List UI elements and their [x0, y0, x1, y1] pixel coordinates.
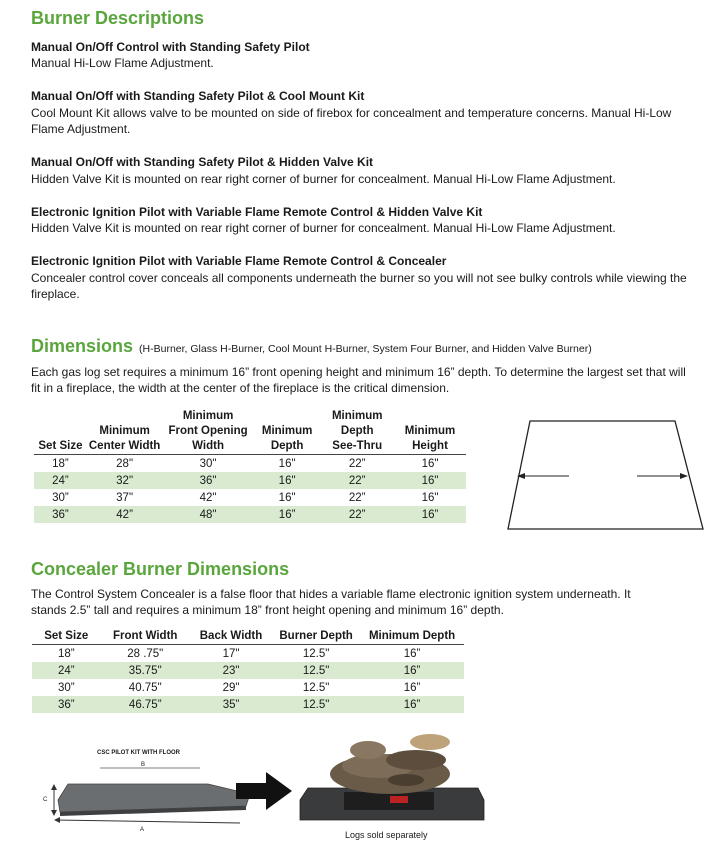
- dimensions-table-header: [34, 409, 466, 455]
- concealer-table: [32, 629, 464, 713]
- table-cell: 12.5": [302, 681, 330, 694]
- dim-col-depth: Minimum Depth: [254, 409, 321, 455]
- con-col-burner-depth: Burner Depth: [272, 629, 360, 645]
- table-cell: 23": [190, 662, 272, 679]
- table-cell: 22”: [320, 472, 394, 489]
- table-cell: 28 .75": [127, 647, 164, 660]
- table-cell: 16": [421, 457, 439, 470]
- table-cell: 16”: [254, 506, 321, 523]
- table-cell: 24”: [32, 662, 101, 679]
- burner-with-logs-illustration: [298, 728, 488, 826]
- burner-item-2-title: Manual On/Off with Standing Safety Pilot & Cool Mount Kit: [31, 89, 365, 103]
- table-cell: 16": [278, 491, 296, 504]
- con-col-back-width: Back Width: [190, 629, 272, 645]
- table-row: [32, 696, 464, 713]
- table-cell: 36": [162, 472, 254, 489]
- table-cell: 12.5": [272, 696, 360, 713]
- table-cell: 17": [222, 647, 240, 660]
- table-cell: 22”: [348, 457, 366, 470]
- arrow-right-icon: [236, 772, 292, 810]
- fireplace-width-diagram: [505, 418, 705, 532]
- con-col-min-depth: Minimum Depth: [360, 629, 464, 645]
- burner-item-1-title: Manual On/Off Control with Standing Safety Pilot: [31, 40, 310, 54]
- dimensions-heading-row: [31, 336, 592, 357]
- dim-col-center-width: Minimum Center Width: [87, 409, 162, 455]
- burner-descriptions-heading: Burner Descriptions: [31, 8, 205, 28]
- table-cell: 16": [278, 457, 296, 470]
- table-cell: 16”: [403, 681, 421, 694]
- logs-caption: Logs sold separately: [345, 830, 428, 840]
- kit-label: CSC PILOT KIT WITH FLOOR: [97, 750, 180, 756]
- table-cell: 42”: [87, 506, 162, 523]
- table-cell: 30”: [57, 681, 75, 694]
- burner-item-5-title: Electronic Ignition Pilot with Variable Flame Remote Control & Concealer: [31, 254, 447, 268]
- table-cell: 29": [222, 681, 240, 694]
- burner-item-5-text: Concealer control cover conceals all components underneath the burner so you will not see bulky controls while viewing the fireplace.: [31, 271, 687, 301]
- table-cell: 48": [162, 506, 254, 523]
- table-cell: 30": [199, 457, 217, 470]
- table-cell: 24”: [34, 472, 87, 489]
- burner-item-1-text: Manual Hi-Low Flame Adjustment.: [31, 56, 214, 70]
- table-cell: 36”: [32, 696, 101, 713]
- table-cell: 16”: [360, 696, 464, 713]
- table-cell: 30”: [52, 491, 69, 504]
- table-cell: 42": [199, 491, 217, 504]
- concealer-intro: The Control System Concealer is a false floor that hides a variable flame electronic ignition system underneath. It stands 2.5” tall and requires a minimum 18” front height opening and minimum 16” depth.: [31, 587, 631, 617]
- dimensions-intro: Each gas log set requires a minimum 16” front opening height and minimum 16” depth. To determine the largest set that will fit in a fireplace, the width at the center of the fireplace is the critical dimension.: [31, 365, 686, 395]
- table-cell: 37": [116, 491, 134, 504]
- table-row: [32, 679, 464, 696]
- table-row: [32, 662, 464, 679]
- table-cell: 36”: [34, 506, 87, 523]
- table-row: [34, 472, 466, 489]
- table-row: [34, 489, 466, 506]
- table-cell: 16": [421, 491, 439, 504]
- table-cell: 32": [87, 472, 162, 489]
- table-cell: 16”: [360, 662, 464, 679]
- table-row: [34, 506, 466, 523]
- dim-a-label: A: [140, 827, 145, 833]
- table-cell: 35.75": [101, 662, 190, 679]
- burner-item-4-text: Hidden Valve Kit is mounted on rear right corner of burner for concealment. Manual Hi-Low Flame Adjustment.: [31, 221, 616, 235]
- dim-col-height: Minimum Height: [394, 409, 466, 455]
- con-col-set-size: Set Size: [32, 629, 101, 645]
- table-cell: 18”: [52, 457, 69, 470]
- dimensions-heading: Dimensions: [31, 336, 134, 356]
- dim-col-front-opening-width: Minimum Front Opening Width: [162, 409, 254, 455]
- dimensions-table: [34, 409, 466, 523]
- dim-c-label: C: [43, 797, 48, 803]
- concealer-heading: Concealer Burner Dimensions: [31, 559, 290, 579]
- dim-b-label: B: [141, 762, 146, 768]
- table-cell: 16”: [403, 647, 421, 660]
- table-cell: 16": [394, 472, 466, 489]
- table-cell: 46.75”: [101, 696, 190, 713]
- burner-item-3-title: Manual On/Off with Standing Safety Pilot & Hidden Valve Kit: [31, 155, 374, 169]
- table-cell: 22”: [348, 491, 366, 504]
- concealer-kit-illustration: [40, 744, 260, 842]
- table-cell: 40.75": [128, 681, 162, 694]
- table-cell: 12.5": [302, 647, 330, 660]
- table-row: [34, 455, 466, 473]
- concealer-table-header: [32, 629, 464, 645]
- dim-col-depth-see-thru: Minimum Depth See-Thru: [320, 409, 394, 455]
- table-cell: 22”: [320, 506, 394, 523]
- table-cell: 35”: [190, 696, 272, 713]
- table-cell: 16”: [394, 506, 466, 523]
- table-cell: 18”: [57, 647, 75, 660]
- con-col-front-width: Front Width: [101, 629, 190, 645]
- burner-item-4-title: Electronic Ignition Pilot with Variable Flame Remote Control & Hidden Valve Kit: [31, 205, 483, 219]
- table-cell: 12.5": [272, 662, 360, 679]
- table-cell: 28": [116, 457, 134, 470]
- table-row: [32, 645, 464, 663]
- dimensions-subheading: (H-Burner, Glass H-Burner, Cool Mount H-Burner, System Four Burner, and Hidden Valve Burner): [139, 343, 592, 355]
- table-cell: 16": [254, 472, 321, 489]
- dim-col-set-size: Set Size: [34, 409, 87, 455]
- burner-item-2-text: Cool Mount Kit allows valve to be mounted on side of firebox for concealment and temperature concerns. Manual Hi-Low Flame Adjustment.: [31, 106, 672, 136]
- burner-item-3-text: Hidden Valve Kit is mounted on rear right corner of burner for concealment. Manual Hi-Low Flame Adjustment.: [31, 172, 616, 186]
